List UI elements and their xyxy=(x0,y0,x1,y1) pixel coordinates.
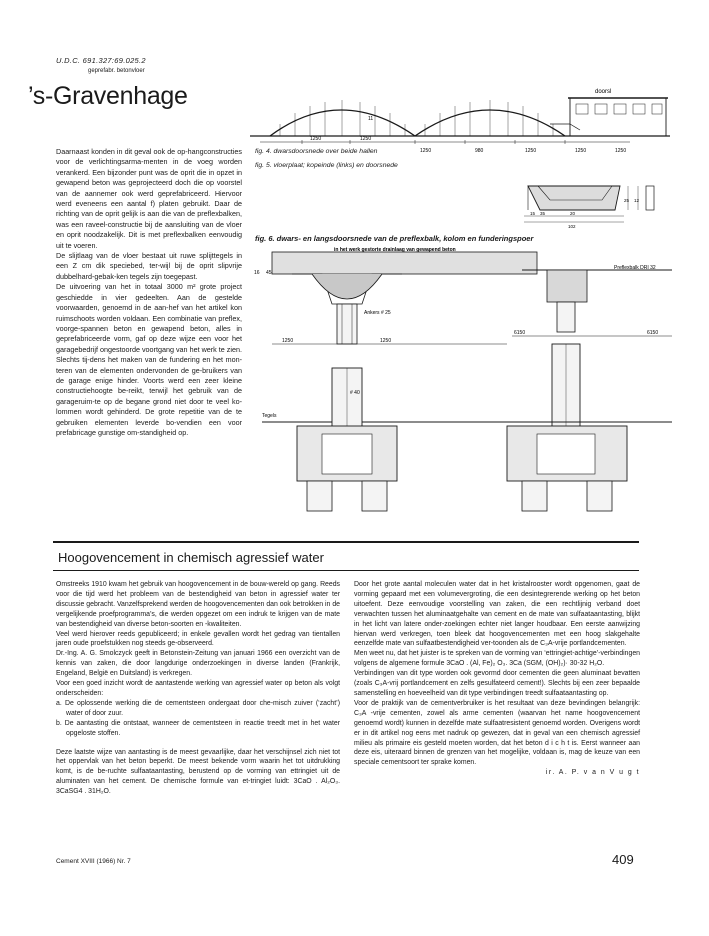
fig6-label-d4: 6150 xyxy=(647,330,659,336)
fig4-caption: fig. 4. dwarsdoorsnede over beide hallen xyxy=(255,148,378,155)
article-paragraph: Dr.-Ing. A. G. Smolczyck geeft in Betonstein-Zeitung van januari 1966 een overzicht van de kennis van zaken, die door langdurige onderzoekingen in diverse landen (Frankrijk, Engeland, België en Duitsland) is verkregen. xyxy=(56,650,340,678)
fig6-label-preflex: Preflexbalk DRI 32 xyxy=(614,265,656,271)
fig5-floor-plate xyxy=(520,172,665,232)
fig4-label-d1: 1250 xyxy=(310,136,322,142)
article-column-right xyxy=(354,580,640,778)
fig4-label-d5: 1250 xyxy=(525,148,537,154)
fig5-label-c: 20 xyxy=(570,211,576,216)
article-title: Hoogovencement in chemisch agressief water xyxy=(58,550,324,565)
title-rule xyxy=(53,570,639,571)
article-column-left xyxy=(56,580,340,797)
left-paragraph-1: Daarnaast konden in dit geval ook de op-hangconstructies voor de verlichtingsarma-menten in de voeg worden verankerd. Een bijzonder punt was de oprit die in opzet in gewapend beton was geprojecteerd doch die op voorstel van de aannemer ook werd geprefabriceerd. Hiervoor werd eveneens een aantal f) platen gebruikt. Daar de richting van de oprit gelijk is aan die van de preflexbalken, was een raveel-constructie bij de aansluiting van de vloer en oprit noodzakelijk. Dit is met preflexbalken eenvoudig uit te voeren. xyxy=(56,147,242,250)
fig5-label-f: 12 xyxy=(634,198,640,203)
article-list-item-a: a. De oplossende werking die de cementsteen ondergaat door che-misch zuiver (‘zacht’) water of door zuur. xyxy=(56,699,340,717)
fig6-label-h1: 16 xyxy=(254,270,260,276)
udc-code: U.D.C. 691.327:69.025.2 xyxy=(56,56,146,65)
article-paragraph: Deze laatste wijze van aantasting is de meest gevaarlijke, daar het verschijnsel zich niet tot het oppervlak van het beton beperkt. De meest bekende vorm waarin het tot uitdrukking komt, is de be-ruchte sulfaataantasting, berustend op de vorming van ettringiet uit de aluminaten van het cement. De chemische formule van et-tringiet luidt: 3CaO . Al₂O₃. 3CaSG4 . 31H₂O. xyxy=(56,748,340,796)
fig4-label-d2: 1250 xyxy=(360,136,372,142)
article-list-item-b: b. De aantasting die ontstaat, wanneer de cementsteen in reactie treedt met in het water opgeloste stoffen. xyxy=(56,719,340,737)
fig6-label-d3: 6150 xyxy=(514,330,526,336)
fig4-hall-section xyxy=(250,76,670,156)
article-paragraph: Door het grote aantal moleculen water dat in het kristalrooster wordt opgenomen, gaat de vorming gepaard met een volumevergroting, die een desintegrerende werking op het beton uitoefent. Deze eenvoudige voorstelling van zaken, die een rechtlijnig verband doet verwachten tussen het aluminaatgehalte van cement en de mate van sulfaataantasting, blijkt in het licht van latere onder-zoekingen echter niet langer houdbaar. Een eerste aanwijzing hiervan werd verkregen, toen bleek dat hoogovencementen met een hoog slakgehalte eenzelfde mate van sulfaatbestendigheid ver-toonden als de C₃A-vrije portlandcementen. xyxy=(354,581,640,648)
fig4-label-d4: 980 xyxy=(475,148,484,154)
fig6-section-drawing xyxy=(252,244,672,534)
section-divider xyxy=(53,541,639,543)
fig5-label-a: 15 xyxy=(530,211,536,216)
fig6-label-dia: # 40 xyxy=(350,390,360,396)
fig4-label-d7: 1250 xyxy=(615,148,627,154)
fig6-label-band: in het werk gestorte drainlaag van gewapend beton xyxy=(334,247,456,253)
fig5-label-d: 102 xyxy=(568,224,576,229)
article-paragraph: Voor een goed inzicht wordt de aantastende werking van agressief water op beton als volgt onderscheiden: xyxy=(56,680,340,697)
page-number: 409 xyxy=(612,852,634,867)
fig6-caption: fig. 6. dwars- en langsdoorsnede van de preflexbalk, kolom en funderingspoer xyxy=(255,234,534,243)
article-paragraph: Men weet nu, dat het juister is te spreken van de vorming van ‘ettringiet-achtige’-verbindingen volgens de algemene formule 3CaO . (Al, Fe)₂ O₃. 3Ca (SGM, (OH)₂)· 30-32 H₂O. xyxy=(354,650,640,668)
fig6-label-ankers: Ankers # 25 xyxy=(364,310,391,316)
left-paragraph-2: De slijtlaag van de vloer bestaat uit ruwe splijttegels in een Z cm dik speciebed, ter-wijl bij de oprit slipvrije dubbelhard-gebak-ken tegels zijn toegepast. xyxy=(56,251,242,281)
article-paragraph: Omstreeks 1910 kwam het gebruik van hoogovencement in de bouw-wereld op gang. Reeds voor die tijd werd het probleem van de bestendigheid van beton in agressief water ter discussie gebracht. Vanzelfsprekend werden de hoogovencementen dan ook betrokken in de vergelijkende proefprogramma’s, die werden opgezet om een indruk te krijgen van de mate van bestendigheid van diverse beton-soorten en -kwaliteiten. xyxy=(56,581,340,628)
fig6-label-d2: 1250 xyxy=(380,338,392,344)
article-paragraph: Verbindingen van dit type worden ook gevormd door cementen die geen aluminaat bevatten (zoals C₃A-vrij portlandcement en zelfs gesulfateerd cement!). Slechts bij een zeer bepaalde samenstelling en hoeveelheid van dit type verbindingen treedt sulfaataantasting op. xyxy=(354,670,640,697)
author-signature: ir. A. P. v a n V u g t xyxy=(545,769,640,777)
fig4-label-d3: 1250 xyxy=(420,148,432,154)
journal-footer: Cement XVIII (1966) Nr. 7 xyxy=(56,858,131,865)
fig5-caption: fig. 5. vloerplaat; kopeinde (links) en doorsnede xyxy=(255,162,398,169)
fig4-label-h: 11 xyxy=(368,116,374,122)
article-paragraph: Veel werd hierover reeds gepubliceerd; in enkele gevallen wordt het gedrag van tientallen jaren oude proefstukken nog steeds ge-observeerd. xyxy=(56,630,340,648)
fig6-label-d1: 1250 xyxy=(282,338,294,344)
fig6-label-h2: 45 xyxy=(266,270,272,276)
fig6-label-tegels: Tegels xyxy=(262,413,277,419)
article-paragraph: Voor de praktijk van de cementverbruiker is het resultaat van deze bevindingen belangrijk: C₃A -vrije cementen, zowel als arme cementen (waarvan het name hoogovencement genoemd wordt) kunnen in dezelfde mate sulfaatresistent genoemd worden. Overigens wordt er in dit artikel nog eens met nadruk op gewezen, dat in geval van een chemisch agressief milieu als primaire eis gesteld moeten worden, dat het beton d i c h t is. Eerst wanneer aan deze eis, uiteraard binnen de grenzen van het mogelijke, voldaan is, mag de keuze van een speciale cementsoort ter sprake komen. xyxy=(354,699,640,767)
udc-subtitle: geprefabr. betonvloer xyxy=(88,68,145,74)
article-city-title: ’s-Gravenhage xyxy=(28,82,188,110)
left-column-text xyxy=(56,147,242,438)
left-paragraph-3: De uitvoering van het in totaal 3000 m² grote project geschiedde in vier gedeelten. Aan de gestelde voorwaarden, genoemd in de aan-hef van het artikel kon ruimschoots worden voldaan. Een combinatie van preflex, voorge-spannen beton en gewapend beton, alles in geprefabriceerde vorm, gaf op deze wijze een voor het garagebedrijf ongestoorde voortgang van het werk te zien. Slechts tij-dens het maken van de fundering en het mon-teren van de elementen ondervonden de ge-bruikers van de garage enige hinder. Voorts werd een zeer kleine constructiehoogte be-reikt, terwijl het gebruik van de garageruim-te op de begane grond niet door te veel ko-lommen wordt gehinderd. De grote repetitie van de te gebruiken elementen leverde bo-vendien een voor prefabricage gunstige om-standigheid op. xyxy=(56,282,242,437)
fig4-label-d6: 1250 xyxy=(575,148,587,154)
fig4-label-doorsl: doorsl xyxy=(595,89,612,95)
fig5-label-e: 25 xyxy=(624,198,630,203)
fig5-label-b: 35 xyxy=(540,211,546,216)
